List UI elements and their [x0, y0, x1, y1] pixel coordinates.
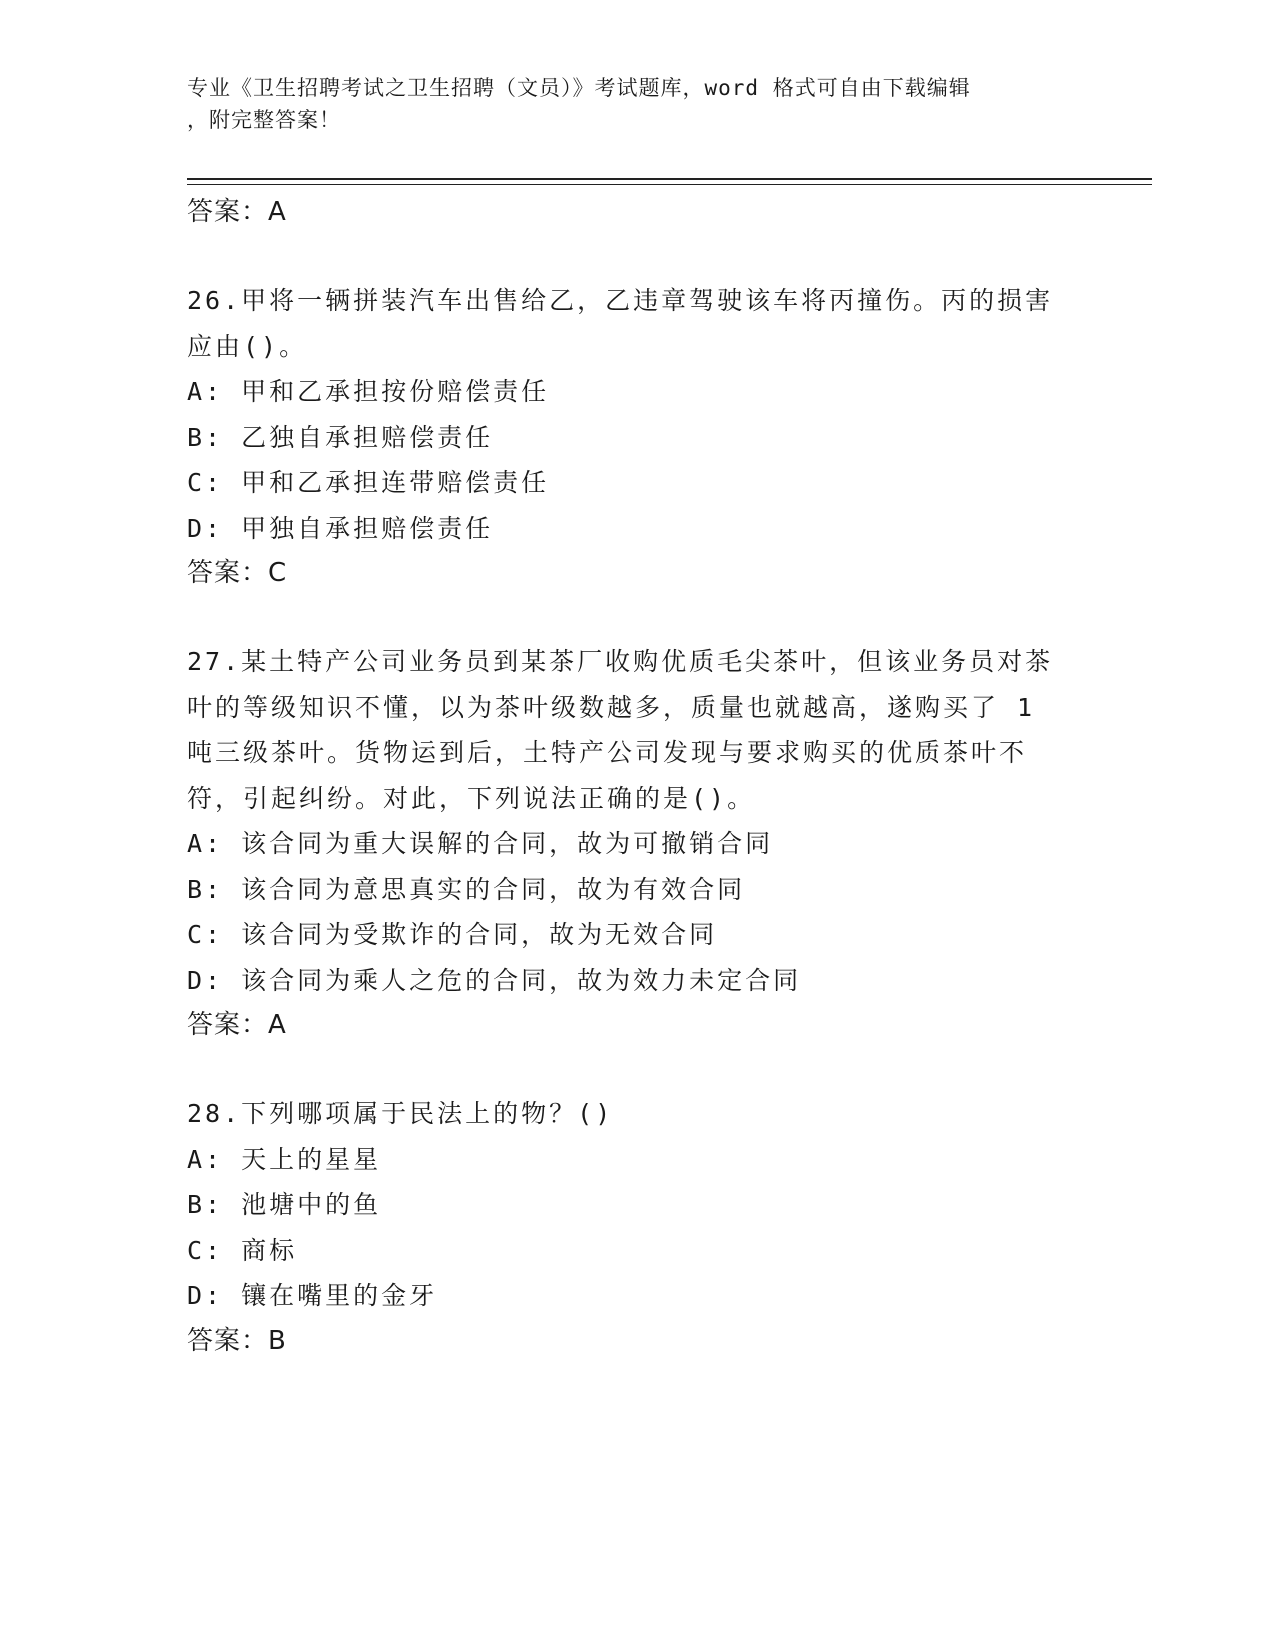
- header-line-2: ，附完整答案！: [187, 108, 341, 132]
- answer-line: 答案：B: [187, 1325, 287, 1356]
- question-stem-line: 28.下列哪项属于民法上的物？(): [187, 1099, 614, 1128]
- question-27: [187, 639, 1152, 1048]
- option-c: C: 商标: [187, 1235, 298, 1265]
- option-c: C: 该合同为受欺诈的合同，故为无效合同: [187, 920, 718, 949]
- answer-line: 答案：C: [187, 558, 288, 588]
- option-d: D: 镶在嘴里的金牙: [187, 1281, 438, 1310]
- option-d: D: 甲独自承担赔偿责任: [187, 513, 494, 543]
- option-c: C: 甲和乙承担连带赔偿责任: [187, 468, 550, 497]
- question-28: [187, 1091, 1152, 1364]
- question-stem-line: 26.甲将一辆拼装汽车出售给乙，乙违章驾驶该车将丙撞伤。丙的损害: [187, 286, 1054, 315]
- question-stem-line: 应由()。: [187, 331, 308, 361]
- question-list: [187, 190, 1152, 1364]
- option-a: A: 天上的星星: [187, 1144, 382, 1174]
- question-stem-line: 27.某土特产公司业务员到某茶厂收购优质毛尖茶叶，但该业务员对茶: [187, 647, 1054, 676]
- answer-line: 答案：A: [187, 1010, 287, 1040]
- option-a: A: 甲和乙承担按份赔偿责任: [187, 377, 550, 406]
- question-26: [187, 278, 1152, 596]
- option-b: B: 乙独自承担赔偿责任: [187, 422, 494, 452]
- answer-line: 答案：A: [187, 197, 287, 227]
- option-d: D: 该合同为乘人之危的合同，故为效力未定合同: [187, 965, 802, 995]
- option-a: A: 该合同为重大误解的合同，故为可撤销合同: [187, 829, 774, 858]
- header-rule-thin: [187, 184, 1152, 185]
- question-stem-line: 符，引起纠纷。对此，下列说法正确的是()。: [187, 783, 756, 813]
- option-b: B: 池塘中的鱼: [187, 1190, 382, 1219]
- question-stem-line: 叶的等级知识不懂，以为茶叶级数越多，质量也就越高，遂购买了 1: [187, 692, 1036, 722]
- header-rule-thick: [187, 178, 1152, 180]
- header-line-1: 专业《卫生招聘考试之卫生招聘（文员）》考试题库，word 格式可自由下载编辑: [187, 76, 971, 100]
- question-stem-line: 吨三级茶叶。货物运到后，土特产公司发现与要求购买的优质茶叶不: [187, 738, 1028, 767]
- page-header: [187, 72, 1077, 136]
- option-b: B: 该合同为意思真实的合同，故为有效合同: [187, 874, 746, 904]
